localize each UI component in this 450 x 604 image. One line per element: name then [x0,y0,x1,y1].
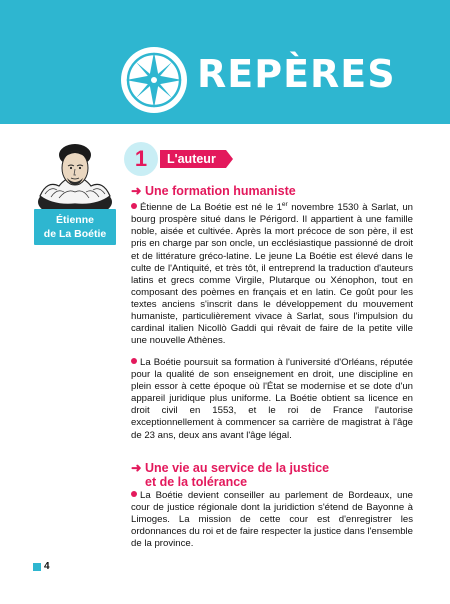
paragraph-1 [131,199,413,347]
author-portrait-image [37,140,113,218]
portrait-caption [34,209,116,245]
bullet-dot-icon [131,491,137,497]
section-label: L'auteur [160,150,226,168]
compass-rose-icon [120,46,188,114]
header-banner [0,0,450,124]
paragraph-2-text: La Boétie poursuit sa formation à l'université d'Orléans, réputée pour la qualité de son enseignement en droit, une discipline en plein essor à cette époque où l'État se modernise et se dote d'un appareil juridique plus uniforme. La Boétie obtient sa licence en droit civil en 1553, et le roi de France l'autorise exceptionnellement à commencer sa carrière de magistrat à l'âge de 23 ans, deux ans avant l'âge légal. [131,357,413,441]
bullet-dot-icon [131,358,137,364]
caption-line-2: de La Boétie [43,228,107,240]
arrow-right-icon: ➜ [131,461,142,475]
subsection-title-text-line2: et de la tolérance [145,475,248,489]
page-title: REPÈRES [197,52,396,96]
paragraph-1-text-b: novembre 1530 à Sarlat, un bourg prospère situé dans le Périgord. Il appartient à une famille noble, aisée et cultivée. Après la mort précoce de son père, il est pris en charge par son oncle, un ecclésiastique passionné de droit et de littérature gréco-latine. Le jeune La Boétie est élevé dans le culte de l'Antiquité, et très tôt, il entreprend la traduction d'auteurs latins et grecs comme Virgile, Plutarque ou Xénophon, tout en composant des poèmes en français et en latin. Ce goût pour les textes anciens s'inscrit dans le développement du mouvement humaniste, particulièrement vivace à Sarlat, sous l'impulsion du cardinal italien Nicollò Gaddi qui rêvait de faire de la petite ville une nouvelle Athènes. [131,202,413,347]
paragraph-1-text-a: Étienne de La Boétie est né le 1 [140,202,282,214]
subsection-title-text: Une formation humaniste [145,184,296,198]
paragraph-3 [131,490,413,550]
paragraph-3-text: La Boétie devient conseiller au parlement de Bordeaux, une cour de justice régionale dont la juridiction s'étend de Bayonne à Limoges. La mission de cette cour est d'enregistrer les ordonnances du roi et de faire respecter la justice dans l'ensemble de la province. [131,490,413,550]
bullet-dot-icon [131,203,137,209]
page-marker [33,563,41,571]
paragraph-2 [131,357,413,442]
caption-line-1: Étienne [56,214,94,226]
arrow-right-icon: ➜ [131,184,142,198]
subsection-title-text: Une vie au service de la justice [145,461,330,475]
page-number: 4 [44,561,50,572]
subsection-title-1 [131,184,411,198]
section-number: 1 [124,142,158,176]
paragraph-1-superscript: er [281,201,288,208]
subsection-title-2 [131,461,411,489]
